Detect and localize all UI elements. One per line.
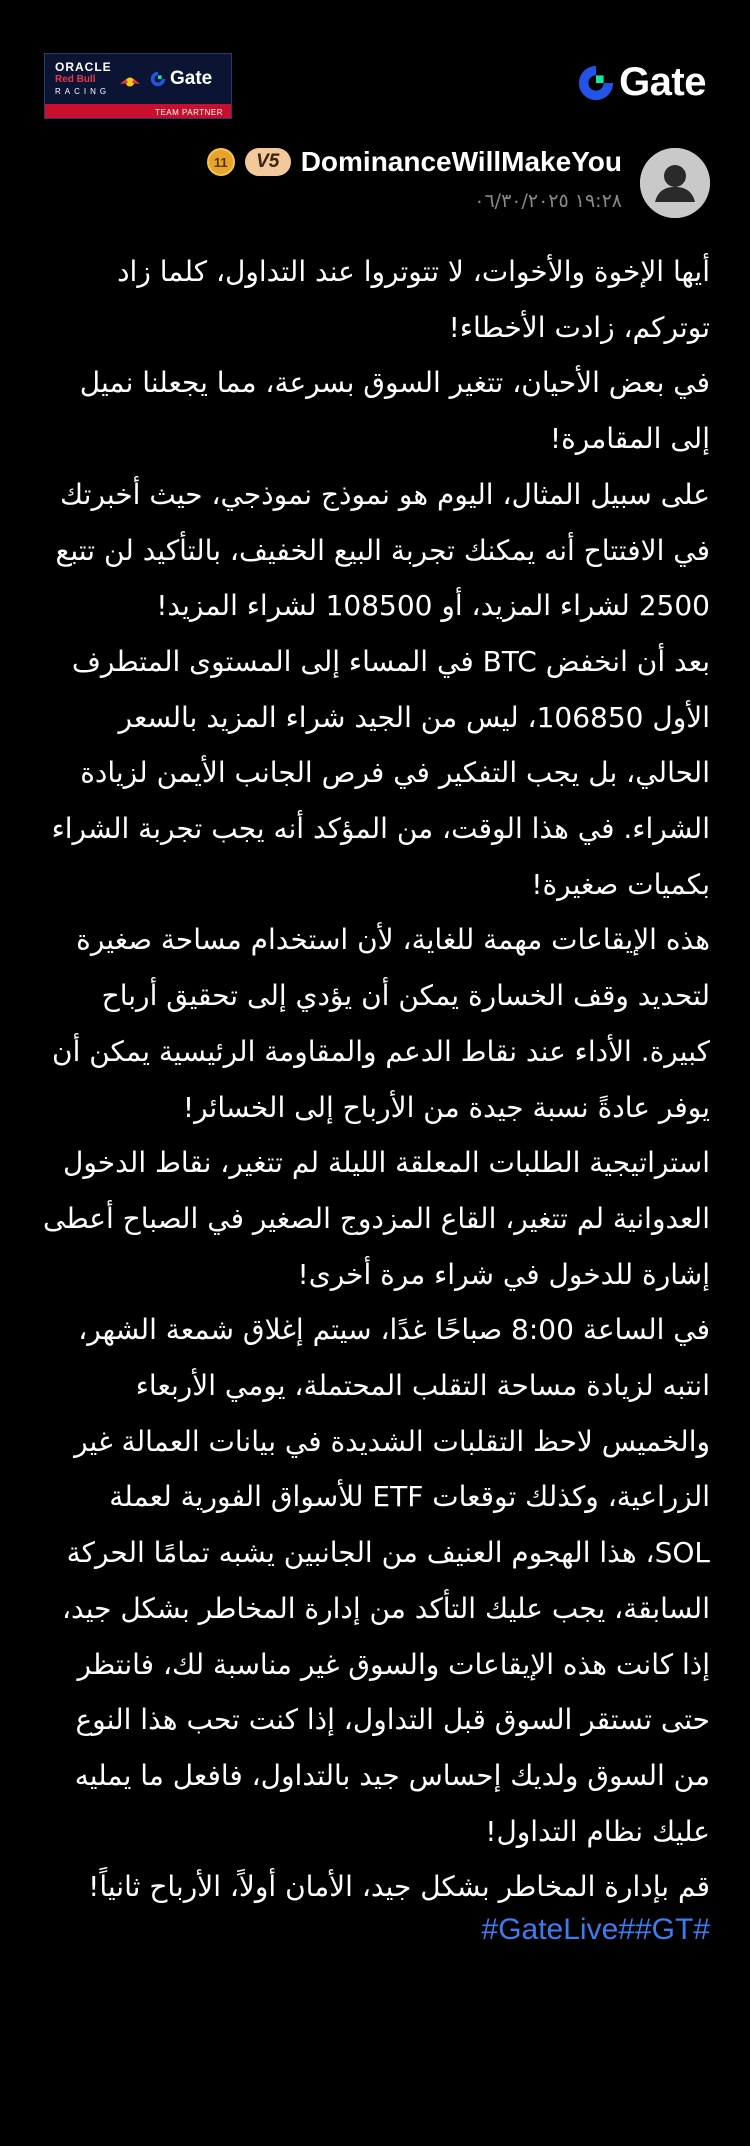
post-author (0, 140, 750, 230)
gate-logo[interactable] (577, 60, 706, 105)
post-paragraph: في بعض الأحيان، تتغير السوق بسرعة، مما يجعلنا نميل إلى المقامرة! (79, 366, 710, 456)
post-paragraph: بعد أن انخفض BTC في المساء إلى المستوى المتطرف الأول 106850، ليس من الجيد شراء المزيد بالسعر الحالي، بل يجب التفكير في فرص الجانب الأيمن لزيادة الشراء. في هذا الوقت، من المؤكد أنه يجب تجربة الشراء بكميات صغيرة! (51, 644, 710, 901)
hashtag-gt[interactable]: #GT# (634, 1913, 710, 1946)
hashtag-row (482, 1913, 710, 1947)
bull-icon (119, 74, 141, 90)
post-paragraph: استراتيجية الطلبات المعلقة الليلة لم تتغير، نقاط الدخول العدوانية لم تتغير، القاع المزدوج الصغير في الصباح أعطى إشارة للدخول في شراء مرة أخرى! (42, 1146, 710, 1291)
post-paragraph: قم بإدارة المخاطر بشكل جيد، الأمان أولاً، الأرباح ثانياً! (88, 1870, 710, 1904)
mini-gate-logo (149, 68, 212, 90)
header (0, 0, 750, 150)
vip-badge: V5 (245, 148, 291, 176)
username[interactable]: DominanceWillMakeYou (300, 146, 622, 177)
team-partner-label: TEAM PARTNER (155, 108, 223, 117)
author-name-line (207, 146, 622, 178)
user-avatar-icon (640, 148, 710, 218)
redbull-wordmark: Red Bull (55, 74, 96, 85)
post-paragraph: أيها الإخوة والأخوات، لا تتوتروا عند التداول، كلما زاد توتركم، زادت الأخطاء! (117, 255, 710, 344)
post-content (38, 244, 710, 1915)
post-timestamp: ١٩:٢٨ ٠٦/٣٠/٢٠٢٥ (474, 190, 622, 212)
gate-mark-icon (149, 70, 167, 88)
post-paragraph: على سبيل المثال، اليوم هو نموذج نموذجي، حيث أخبرتك في الافتتاح أنه يمكنك تجربة البيع الخفيف، بالتأكيد لن تتبع 2500 لشراء المزيد، أو 108500 لشراء المزيد! (55, 477, 710, 623)
mini-gate-wordmark: Gate (170, 68, 213, 89)
hashtag-gatelive[interactable]: #GateLive# (481, 1913, 635, 1946)
gate-mark-icon (577, 64, 615, 102)
oracle-wordmark: ORACLE (55, 60, 112, 74)
avatar[interactable] (640, 148, 710, 218)
post-paragraph: هذه الإيقاعات مهمة للغاية، لأن استخدام مساحة صغيرة لتحديد وقف الخسارة يمكن أن يؤدي إلى تحقيق أرباح كبيرة. الأداء عند نقاط الدعم والمقاومة الرئيسية يمكن أن يوفر عادةً نسبة جيدة من الأرباح إلى الخسائر! (52, 923, 710, 1124)
team-partner-badge[interactable] (44, 53, 232, 119)
post-paragraph: في الساعة 8:00 صباحًا غدًا، سيتم إغلاق شمعة الشهر، انتبه لزيادة مساحة التقلب المحتملة، يومي الأربعاء والخميس لاحظ التقلبات الشديدة في بيانات العمالة غير الزراعية، وكذلك توقعات ETF للأسواق الفورية لعملة SOL، هذا الهجوم العنيف من الجانبين يشبه تمامًا الحركة السابقة، يجب عليك التأكد من إدارة المخاطر بشكل جيد، إذا كانت هذه الإيقاعات والسوق غير مناسبة لك، فانتظر حتى تستقر السوق قبل التداول، إذا كنت تحب هذا النوع من السوق ولديك إحساس جيد بالتداول، فافعل ما يمليه عليك نظام التداول! (61, 1313, 710, 1848)
racing-wordmark: RACING (55, 87, 111, 96)
gate-wordmark: Gate (619, 60, 706, 104)
level-badge: 11 (207, 148, 235, 176)
